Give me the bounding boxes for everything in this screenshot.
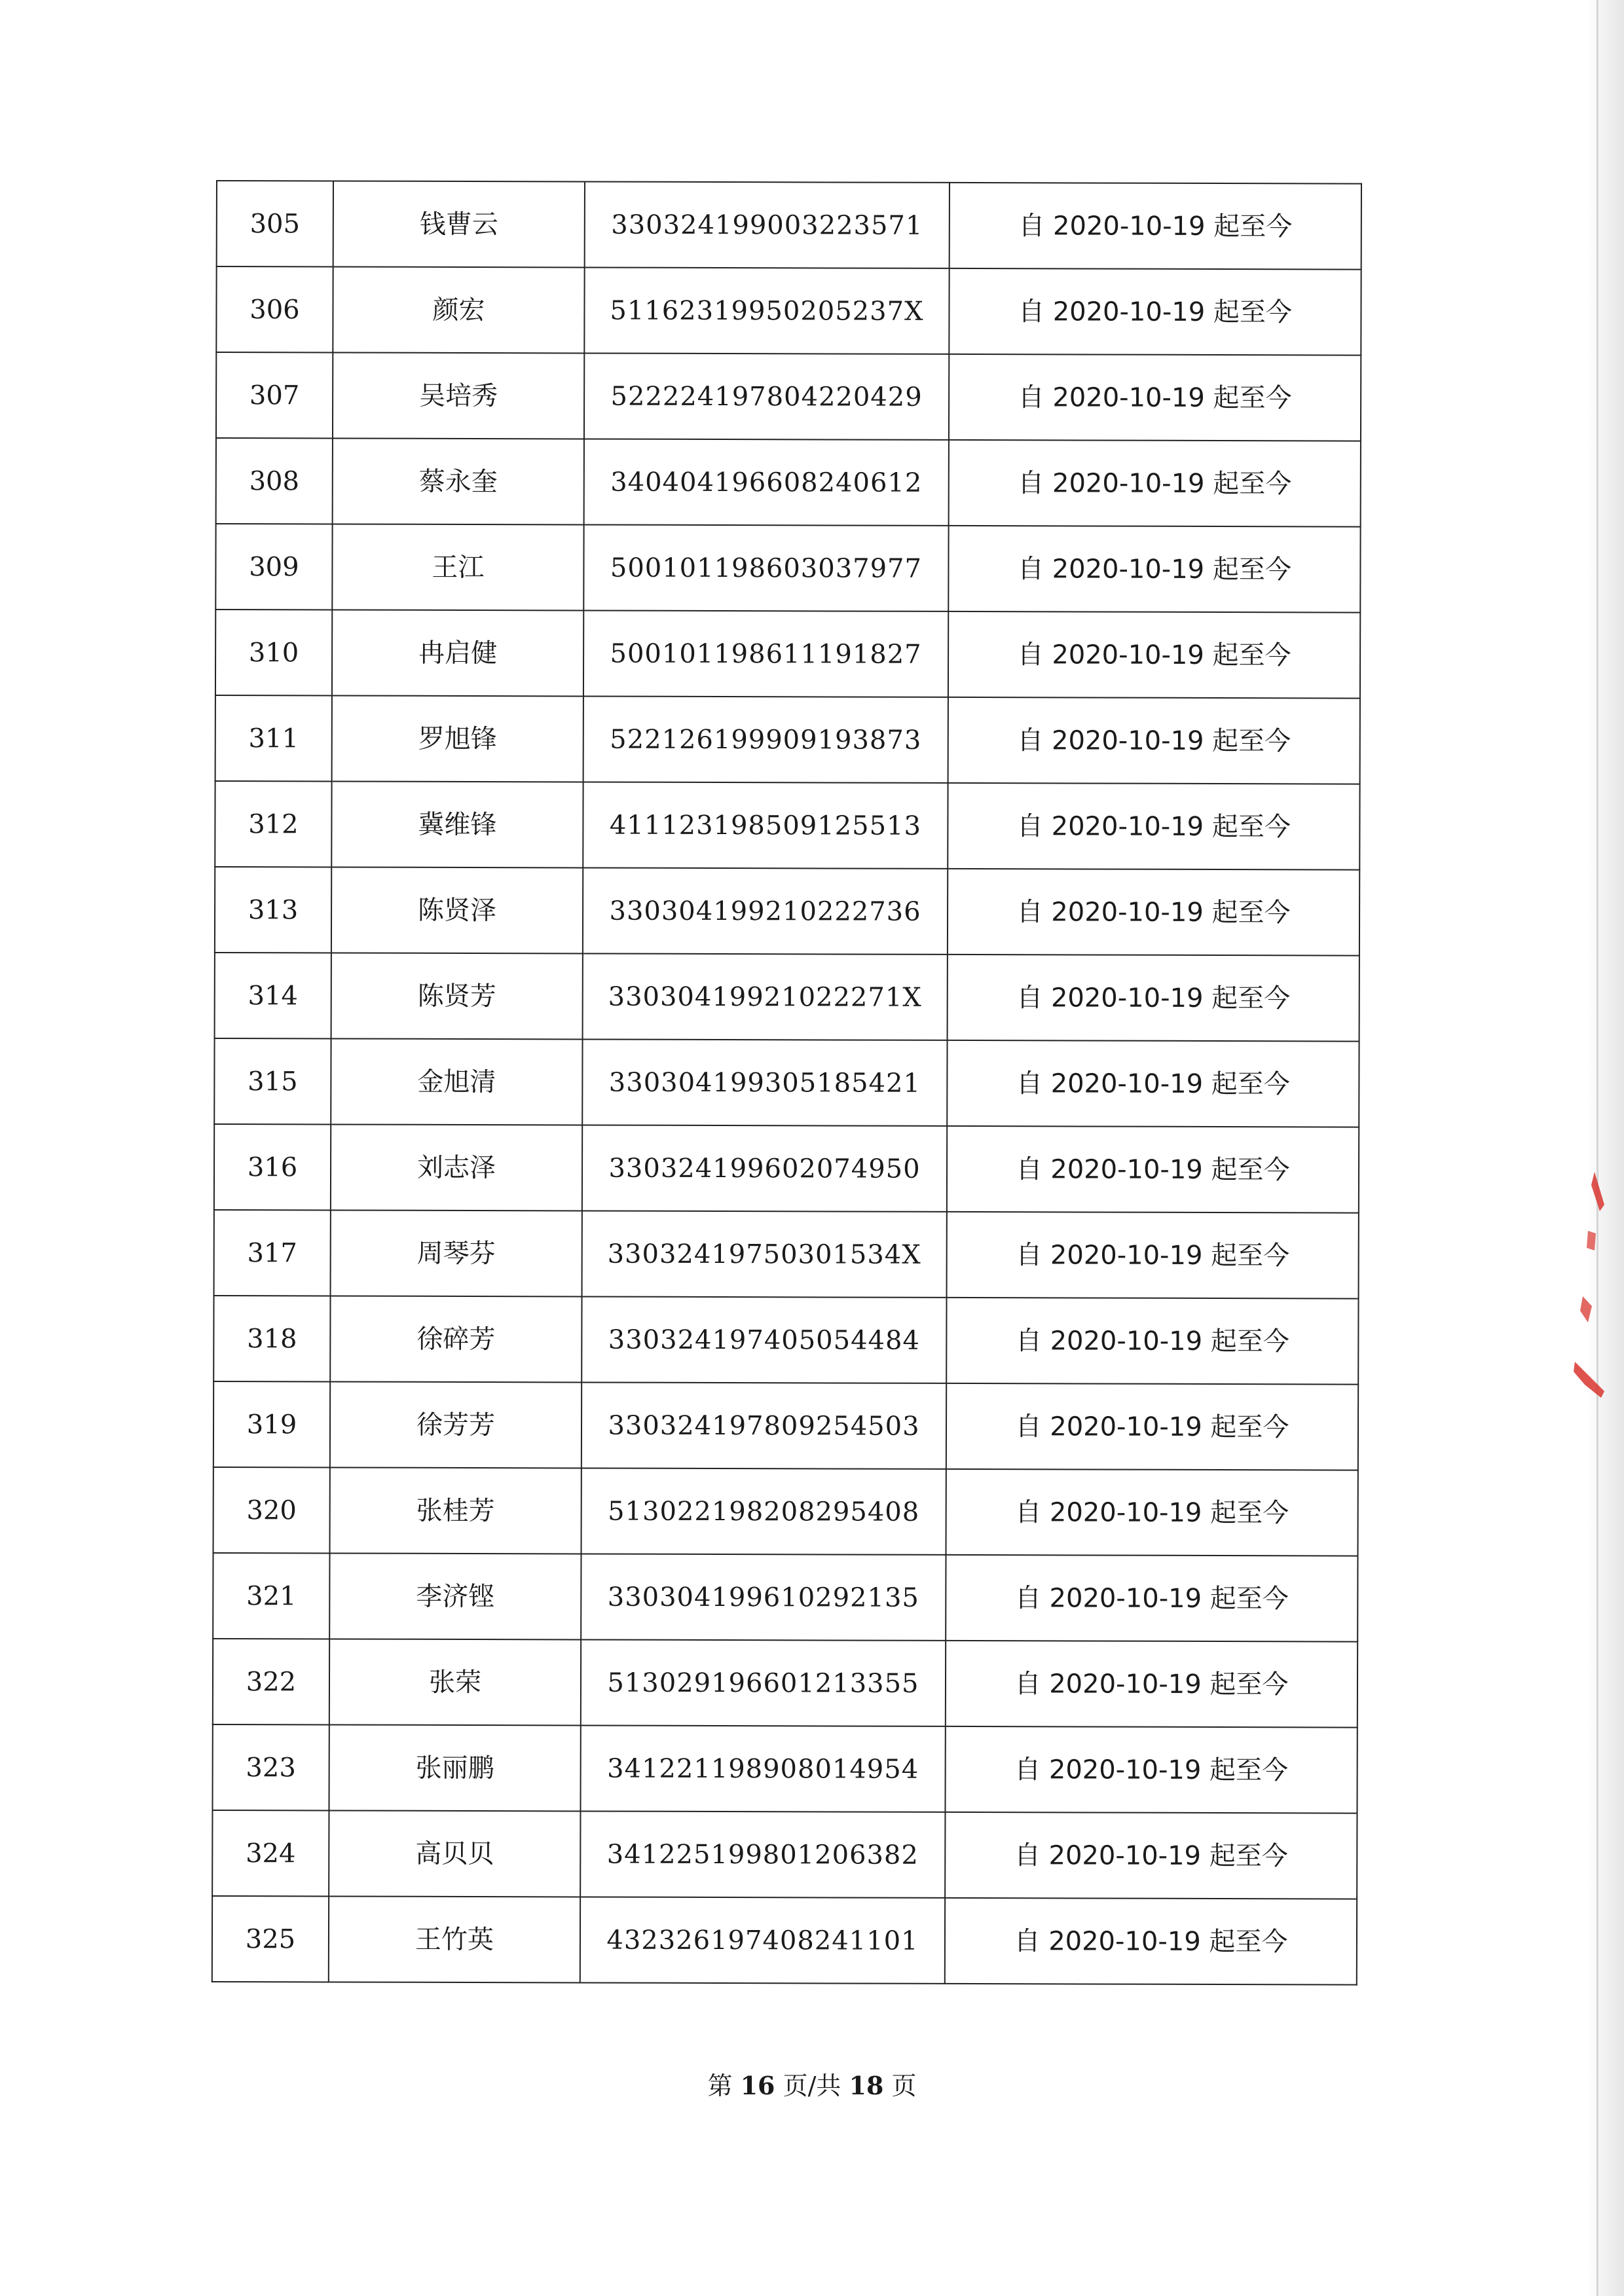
table-row — [216, 352, 1361, 441]
period-cell: 自 2020-10-19 起至今 — [945, 1726, 1357, 1813]
period-cell: 自 2020-10-19 起至今 — [946, 1298, 1358, 1385]
name-cell: 吴培秀 — [333, 352, 584, 439]
record-table — [212, 180, 1362, 1986]
period-cell: 自 2020-10-19 起至今 — [948, 869, 1359, 956]
name-cell: 陈贤芳 — [331, 953, 583, 1039]
name-cell: 周琴芬 — [331, 1210, 582, 1296]
period-cell: 自 2020-10-19 起至今 — [946, 1555, 1357, 1642]
row-number-cell: 308 — [216, 438, 333, 524]
row-number-cell: 307 — [216, 352, 333, 438]
period-cell: 自 2020-10-19 起至今 — [947, 1126, 1359, 1213]
scan-binding-line — [1596, 0, 1598, 2296]
table-row — [215, 781, 1359, 870]
row-number-cell: 324 — [212, 1810, 329, 1896]
scan-page-edge — [1587, 0, 1624, 2296]
period-cell: 自 2020-10-19 起至今 — [948, 697, 1360, 784]
row-number-cell: 310 — [215, 610, 332, 695]
name-cell: 王竹英 — [329, 1896, 580, 1982]
table-row — [216, 266, 1361, 355]
table-row — [216, 438, 1361, 527]
table-row — [217, 181, 1361, 270]
row-number-cell: 320 — [213, 1467, 330, 1553]
id-number-cell: 330304199210222736 — [583, 867, 948, 954]
table-row — [213, 1553, 1357, 1642]
row-number-cell: 323 — [212, 1724, 329, 1810]
id-number-cell: 330324199602074950 — [582, 1125, 947, 1211]
period-cell: 自 2020-10-19 起至今 — [948, 783, 1359, 870]
red-seal-fragment — [1568, 1165, 1608, 1401]
name-cell: 蔡永奎 — [333, 438, 584, 524]
row-number-cell: 312 — [215, 781, 331, 867]
row-number-cell: 321 — [213, 1553, 329, 1639]
period-cell: 自 2020-10-19 起至今 — [948, 526, 1360, 613]
footer-current-page: 16 — [740, 2071, 775, 2100]
id-number-cell: 330304199305185421 — [582, 1039, 947, 1125]
id-number-cell: 432326197408241101 — [580, 1897, 945, 1983]
period-cell: 自 2020-10-19 起至今 — [945, 1898, 1357, 1985]
row-number-cell: 314 — [215, 953, 331, 1038]
record-table-body — [212, 181, 1361, 1985]
row-number-cell: 316 — [214, 1124, 331, 1210]
name-cell: 刘志泽 — [331, 1124, 582, 1211]
page-footer — [0, 2066, 1624, 2102]
table-row — [214, 1038, 1359, 1127]
row-number-cell: 319 — [213, 1381, 330, 1467]
period-cell: 自 2020-10-19 起至今 — [950, 183, 1361, 270]
name-cell: 陈贤泽 — [331, 867, 583, 953]
id-number-cell: 330304199610292135 — [581, 1554, 946, 1640]
footer-suffix: 页 — [891, 2071, 917, 2100]
period-cell: 自 2020-10-19 起至今 — [945, 1812, 1357, 1899]
name-cell: 李济铿 — [329, 1553, 581, 1639]
table-row — [214, 1124, 1359, 1213]
name-cell: 张荣 — [329, 1639, 581, 1725]
period-cell: 自 2020-10-19 起至今 — [946, 1469, 1358, 1556]
name-cell: 徐芳芳 — [330, 1381, 581, 1468]
row-number-cell: 311 — [215, 695, 332, 781]
name-cell: 张桂芳 — [330, 1467, 581, 1554]
row-number-cell: 318 — [213, 1296, 330, 1381]
period-cell: 自 2020-10-19 起至今 — [946, 1641, 1357, 1728]
table-row — [213, 1467, 1358, 1556]
name-cell: 徐碎芳 — [330, 1296, 581, 1382]
name-cell: 张丽鹏 — [329, 1724, 580, 1811]
name-cell: 高贝贝 — [329, 1810, 580, 1897]
table-row — [212, 1896, 1357, 1985]
table-row — [214, 1210, 1359, 1299]
id-number-cell: 341221198908014954 — [580, 1725, 945, 1812]
name-cell: 冀维锋 — [331, 781, 583, 867]
row-number-cell: 322 — [213, 1639, 329, 1724]
table-row — [213, 1381, 1358, 1470]
id-number-cell: 522224197804220429 — [584, 353, 949, 439]
footer-middle: 页/共 — [783, 2071, 841, 2100]
period-cell: 自 2020-10-19 起至今 — [947, 1040, 1359, 1127]
id-number-cell: 330324199003223571 — [585, 181, 950, 268]
id-number-cell: 513029196601213355 — [581, 1639, 946, 1726]
row-number-cell: 306 — [216, 266, 333, 352]
id-number-cell: 340404196608240612 — [584, 439, 949, 525]
id-number-cell: 51162319950205237X — [584, 267, 949, 354]
row-number-cell: 305 — [217, 181, 333, 266]
table-row — [213, 1296, 1358, 1385]
period-cell: 自 2020-10-19 起至今 — [949, 354, 1361, 441]
period-cell: 自 2020-10-19 起至今 — [947, 1212, 1359, 1299]
table-row — [215, 953, 1359, 1042]
name-cell: 金旭清 — [331, 1038, 582, 1125]
id-number-cell: 341225199801206382 — [580, 1811, 945, 1897]
table-row — [213, 1639, 1357, 1728]
id-number-cell: 522126199909193873 — [583, 696, 948, 782]
table-row — [215, 610, 1360, 699]
period-cell: 自 2020-10-19 起至今 — [949, 440, 1361, 527]
id-number-cell: 513022198208295408 — [581, 1468, 946, 1554]
name-cell: 罗旭锋 — [332, 695, 583, 782]
id-number-cell: 500101198611191827 — [583, 610, 948, 697]
name-cell: 冉启健 — [332, 610, 583, 696]
table-row — [212, 1724, 1357, 1813]
name-cell: 钱曹云 — [333, 181, 585, 267]
id-number-cell: 33030419921022271X — [583, 953, 948, 1040]
id-number-cell: 500101198603037977 — [583, 524, 948, 611]
row-number-cell: 315 — [214, 1038, 331, 1124]
table-row — [215, 695, 1360, 784]
id-number-cell: 330324197405054484 — [581, 1296, 946, 1383]
table-row — [212, 1810, 1357, 1899]
row-number-cell: 313 — [215, 867, 331, 953]
row-number-cell: 309 — [215, 524, 332, 610]
id-number-cell: 33032419750301534X — [582, 1211, 947, 1297]
period-cell: 自 2020-10-19 起至今 — [948, 611, 1360, 699]
id-number-cell: 411123198509125513 — [583, 782, 948, 868]
footer-prefix: 第 — [707, 2071, 733, 2100]
name-cell: 颜宏 — [333, 266, 584, 353]
period-cell: 自 2020-10-19 起至今 — [949, 268, 1361, 355]
name-cell: 王江 — [332, 524, 583, 610]
period-cell: 自 2020-10-19 起至今 — [948, 955, 1359, 1042]
table-row — [215, 867, 1359, 956]
id-number-cell: 330324197809254503 — [581, 1382, 946, 1468]
row-number-cell: 325 — [212, 1896, 329, 1982]
row-number-cell: 317 — [214, 1210, 331, 1296]
footer-total-pages: 18 — [849, 2071, 884, 2100]
period-cell: 自 2020-10-19 起至今 — [946, 1383, 1358, 1470]
table-row — [215, 524, 1360, 613]
